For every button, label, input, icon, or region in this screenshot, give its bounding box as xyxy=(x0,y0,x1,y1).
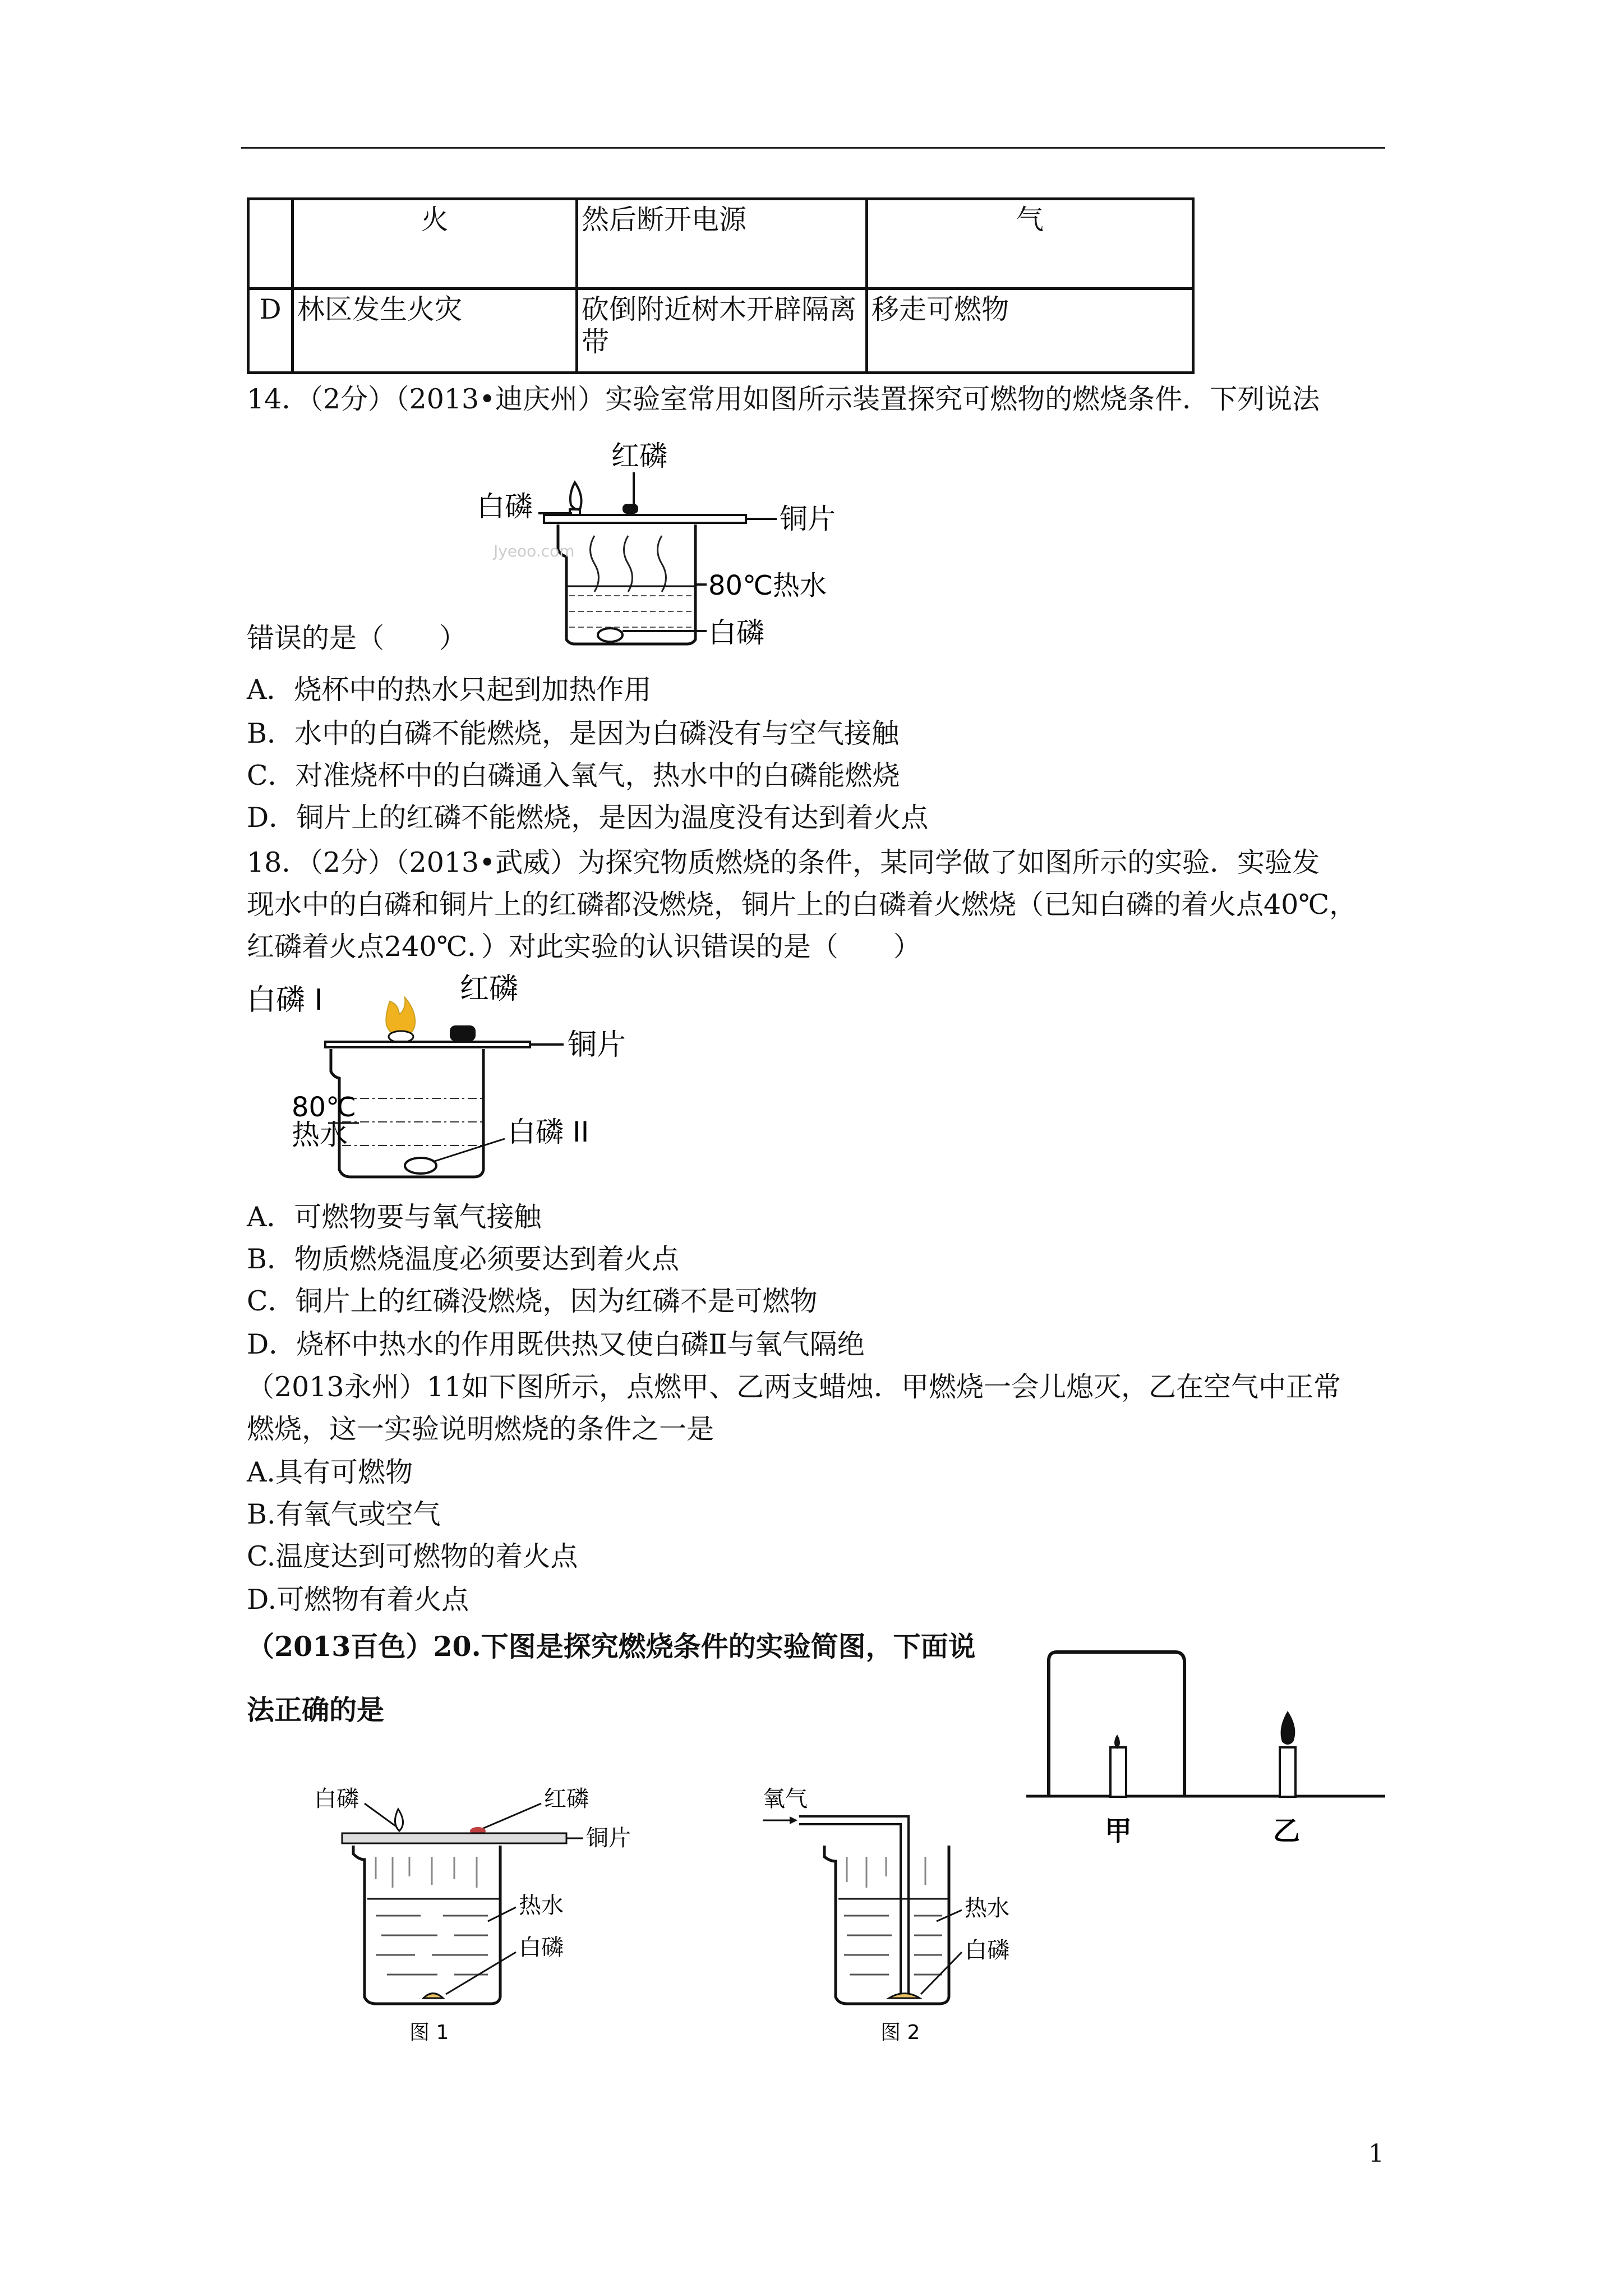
flame-icon xyxy=(395,1809,403,1831)
table-cell: 火 xyxy=(293,199,577,289)
red-phosphorus xyxy=(623,504,638,514)
q14-figure xyxy=(460,432,852,656)
q18-stem-line1: 18．（2分）（2013•武威）为探究物质燃烧的条件，某同学做了如图所示的实验．实验发 xyxy=(247,846,1320,878)
label-white-phosphorus-bottom: 白磷 xyxy=(519,1935,564,1961)
label-white-phosphorus: 白磷 xyxy=(965,1938,1009,1963)
label-copper-plate: 铜片 xyxy=(780,503,836,535)
q11-candle-figure xyxy=(1026,1627,1408,1862)
q11-stem-line1: （2013永州）11如下图所示，点燃甲、乙两支蜡烛．甲燃烧一会儿熄灭，乙在空气中正常 xyxy=(247,1371,1341,1403)
header-rule xyxy=(241,147,1385,149)
arrow-icon xyxy=(790,1816,797,1824)
table-cell: 林区发生火灾 xyxy=(293,289,577,373)
label-white-phosphorus-bottom: 白磷 xyxy=(708,616,764,649)
q11-option-c: C.温度达到可燃物的着火点 xyxy=(247,1540,578,1572)
label-hot-water: 热水 xyxy=(519,1893,564,1918)
steam xyxy=(591,536,666,592)
label-hot-water: 热水 xyxy=(965,1895,1009,1921)
table-cell: D xyxy=(248,289,293,373)
table-cell: 然后断开电源 xyxy=(577,199,867,289)
candle-yi xyxy=(1280,1747,1295,1797)
table-cell xyxy=(577,289,867,373)
q20-stem-line1: （2013百色）20.下图是探究燃烧条件的实验简图，下面说 xyxy=(247,1630,976,1663)
table-row xyxy=(248,289,1193,373)
q14-option-c: C．对准烧杯中的白磷通入氧气，热水中的白磷能燃烧 xyxy=(247,760,900,792)
q20-figure-1 xyxy=(303,1773,651,2042)
q11-option-d: D.可燃物有着火点 xyxy=(247,1584,469,1616)
q18-option-b: B．物质燃烧温度必须要达到着火点 xyxy=(247,1243,680,1275)
q20-figure-2 xyxy=(746,1773,1038,2042)
q11-stem-line2: 燃烧，这一实验说明燃烧的条件之一是 xyxy=(247,1413,714,1445)
flame-icon xyxy=(570,482,582,509)
label-red-phosphorus: 红磷 xyxy=(460,972,519,1006)
label-copper-plate: 铜片 xyxy=(586,1825,631,1851)
label-hot-water: 80℃热水 xyxy=(708,570,827,601)
red-phosphorus xyxy=(450,1025,476,1041)
q18-stem-line3: 红磷着火点240℃．）对此实验的认识错误的是（ ） xyxy=(247,931,921,963)
table-row xyxy=(248,199,1193,289)
label-white-phosphorus-1: 白磷 I xyxy=(247,983,323,1017)
gas-tube xyxy=(799,1816,909,1997)
label-copper-plate: 铜片 xyxy=(568,1028,626,1062)
table-cell xyxy=(248,199,293,289)
q14-stem-line1: 14．（2分）（2013•迪庆州）实验室常用如图所示装置探究可燃物的燃烧条件．下列说法 xyxy=(247,383,1320,415)
table-cell: 气 xyxy=(867,199,1193,289)
label-white-phosphorus-2: 白磷 II xyxy=(508,1116,589,1148)
label-white-phosphorus-top: 白磷 xyxy=(314,1786,359,1812)
label-oxygen: 氧气 xyxy=(763,1786,808,1812)
white-phosphorus-2 xyxy=(405,1158,436,1174)
q18-option-c: C．铜片上的红磷没燃烧，因为红磷不是可燃物 xyxy=(247,1285,818,1317)
q18-option-d: D．烧杯中热水的作用既供热又使白磷Ⅱ与氧气隔绝 xyxy=(247,1328,865,1360)
q14-option-b: B．水中的白磷不能燃烧，是因为白磷没有与空气接触 xyxy=(247,717,900,749)
copper-plate xyxy=(325,1042,530,1047)
white-phosphorus xyxy=(889,1994,920,1999)
q20-stem-line2: 法正确的是 xyxy=(247,1694,385,1726)
answer-table xyxy=(247,197,1195,374)
white-phosphorus-bottom xyxy=(423,1994,443,1999)
q11-option-b: B.有氧气或空气 xyxy=(247,1498,441,1530)
label-temperature: 80℃ xyxy=(292,1092,356,1123)
white-phosphorus-bottom xyxy=(598,628,623,642)
label-red-phosphorus: 红磷 xyxy=(611,440,667,472)
watermark: Jyeoo.com xyxy=(494,542,575,560)
page-number: 1 xyxy=(1368,2139,1384,2168)
flame-icon xyxy=(1281,1711,1295,1745)
q18-figure xyxy=(247,970,639,1195)
copper-plate xyxy=(342,1833,566,1843)
label-white-phosphorus-top: 白磷 xyxy=(477,490,533,523)
caption-fig-1: 图 1 xyxy=(409,2021,449,2042)
table-cell-text: 砍倒附近树木开辟隔离带 xyxy=(582,293,857,358)
q18-option-a: A．可燃物要与氧气接触 xyxy=(247,1201,542,1233)
candle-jia xyxy=(1110,1747,1126,1797)
label-red-phosphorus: 红磷 xyxy=(544,1786,589,1812)
copper-plate xyxy=(544,515,746,523)
caption-fig-2: 图 2 xyxy=(880,2021,920,2042)
q14-stem-line2: 错误的是（ ） xyxy=(247,622,467,654)
table-cell: 移走可燃物 xyxy=(867,289,1193,373)
q14-option-d: D．铜片上的红磷不能燃烧，是因为温度没有达到着火点 xyxy=(247,802,929,834)
label-hot-water: 热水 xyxy=(292,1119,348,1151)
beaker xyxy=(558,524,695,644)
q14-option-a: A．烧杯中的热水只起到加热作用 xyxy=(247,674,652,706)
q18-stem-line2: 现水中的白磷和铜片上的红磷都没燃烧，铜片上的白磷着火燃烧（已知白磷的着火点40℃， xyxy=(247,889,1357,921)
label-jia: 甲 xyxy=(1105,1815,1132,1847)
label-yi: 乙 xyxy=(1273,1815,1301,1847)
q11-option-a: A.具有可燃物 xyxy=(247,1456,413,1488)
